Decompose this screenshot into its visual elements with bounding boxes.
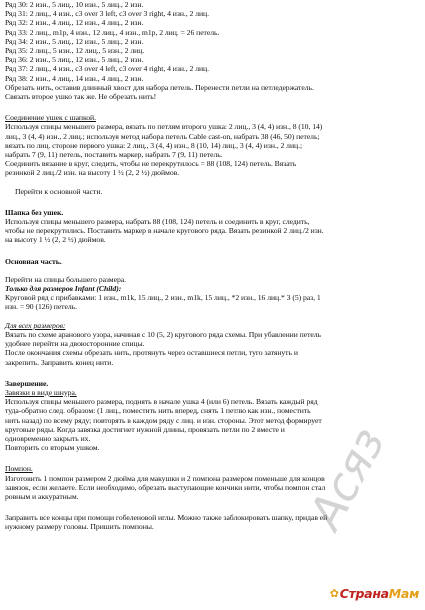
pompon-heading: Помпон. [5,464,33,474]
pattern-row-34: Ряд 34: 2 изн., 5 лиц., 12 изн., 5 лиц., 2 изн. [5,36,144,46]
increase-line: изн. = 90 (126) петель. [5,302,77,312]
pattern-row-35: Ряд 35: 2 лиц., 5 изн., 12 лиц., 5 изн., 2 лиц. [5,46,145,56]
flower-icon: ✿ [329,586,339,600]
site-logo[interactable] [329,585,419,601]
ties-line: круговые ряды. Когда завязка достигнет нужной длины, провязать петли по 2 вместе и [5,424,285,434]
pattern-row-31: Ряд 31: 2 лиц., 4 изн., c3 over 3 left, c3 over 3 right, 4 изн., 2 лиц. [5,9,209,19]
cut-yarn-text: Обрезать нить, оставив длинный хвост для набора петель. Перенести петли на петледержатель. [5,82,314,92]
increase-line: Круговой ряд с прибавками: 1 изн., m1k, 15 лиц., 2 изн., m1k, 15 лиц., *2 изн., 16 лиц.* 3 (5) раз, 1 [5,293,321,303]
ties-line: нить назад) по всему ряду; повторять в каждом ряду с лиц. и изн. стороны. Этот метод формирует [5,415,322,425]
pattern-row-37: Ряд 37: 2 лиц., 4 изн., c3 over 4 left, c3 over 4 right, 4 изн., 2 лиц. [5,64,209,74]
ties-line: Повторить со вторым ушком. [5,443,100,453]
join-ears-heading: Соединение ушек с шапкой. [5,113,96,123]
pompon-line: завязок, если желаете. Если необходимо, обрезать выступающие кончики нити, чтобы помпон стал [5,482,326,492]
all-sizes-label: Для всех размеров: [5,320,66,330]
row-list [5,0,419,83]
finishing-heading: Завершение. [5,378,49,388]
join-ears-line: вязать по лиц. стороне первого ушка: 2 лиц., 3 (4, 4) изн., 8 (10, 14) лиц., 3 (4, 4) изн., 2 лиц.; [5,140,303,150]
join-ears-line: Используя спицы меньшего размера, вязать по петлям второго ушка: 2 лиц., 3 (4, 4) изн., 8 (10, 14) [5,122,323,132]
hat-no-ears-line: на высоту 1 ½ (2, 2 ½) дюймов. [5,235,106,245]
pompon-line: Изготовить 1 помпон размером 2 дюйма для макушки и 2 помпона размером поменьше для концов [5,473,325,483]
join-ears-line: Соединить вязание в круг, следить, чтобы не перекрутилось = 88 (108, 124) петель. Вязать [5,159,297,169]
pattern-row-30: Ряд 30: 2 изн., 5 лиц., 10 изн., 5 лиц., 2 изн. [5,0,144,9]
logo-text-strana: Страна [339,585,389,601]
final-line: Заправить все концы при помощи гобеленовой иглы. Можно также заблокировать шапку, придав ей [5,513,328,523]
join-ears-line: лиц., 3 (4, 4) изн., 2 лиц.; используя метод набора петель Cable cast-on, набрать 38 (46, 50) петель; [5,131,320,141]
pattern-row-38: Ряд 38: 2 изн., 4 лиц., 14 изн., 4 лиц., 2 изн. [5,73,144,83]
join-ears-line: набрать 7 (9, 11) петель, поставить маркер, набрать 7 (9, 11) петель. [5,150,223,160]
main-part-heading: Основная часть. [5,256,62,266]
pattern-row-32: Ряд 32: 2 изн., 4 лиц., 12 изн., 4 лиц., 2 изн. [5,18,144,28]
join-ears-line: резинкой 2 лиц./2 изн. на высоту 1 ½ (2, 2 ½) дюймов. [5,168,180,178]
second-ear-text: Связать второе ушко так же. Не обрезать нить! [5,92,157,102]
pattern-row-33: Ряд 33: 2 лиц., m1p, 4 изн., 12 лиц., 4 изн., m1p, 2 лиц. = 26 петель. [5,27,220,37]
watermark: Асяз [298,419,395,538]
all-sizes-line: закрепить. Заправить конец нити. [5,357,114,367]
all-sizes-line: После окончания схемы обрезать нить, протянуть через оставшиеся петли, туго затянуть и [5,348,298,358]
logo-text-mam: Мам [388,585,419,601]
final-line: нужному размеру головы. Пришить помпоны. [5,522,154,532]
go-main-text: Перейти к основной части. [15,186,103,196]
switch-needles-text: Перейти на спицы большего размера. [5,274,127,284]
hat-no-ears-line: Используя спицы меньшего размера, набрать 88 (108, 124) петель и соединить в круг, следить, [5,217,310,227]
all-sizes-line: удобнее перейти на двоюсторонние спицы. [5,339,145,349]
pompon-line: ровным и аккуратным. [5,491,79,501]
pattern-row-36: Ряд 36: 2 изн., 5 лиц., 12 изн., 5 лиц., 2 изн. [5,55,144,65]
infant-sizes-label: Только для размеров Infant (Child): [5,284,122,294]
ties-line: туда-обратно след. образом: (1 лиц., поместить нить вперед, снять 1 петлю как изн., поместить [5,406,311,416]
all-sizes-line: Вязать по схеме аранового узора, начиная с 10 (5, 2) кругового ряда схемы. При убавлении петель [5,329,321,339]
hat-no-ears-line: чтобы не перекрутились. Поставить маркер в начале кругового ряда. Вязать резинкой 2 лиц./2 изн. [5,226,324,236]
ties-heading: Завязки в виде шнура. [5,387,77,397]
ties-line: одновременно закрыть их. [5,433,91,443]
hat-no-ears-heading: Шапка без ушек. [5,207,64,217]
ties-line: Используя спицы меньшего размера, поднять в начале ушка 4 (или 6) петель. Вязать каждый ряд [5,397,318,407]
